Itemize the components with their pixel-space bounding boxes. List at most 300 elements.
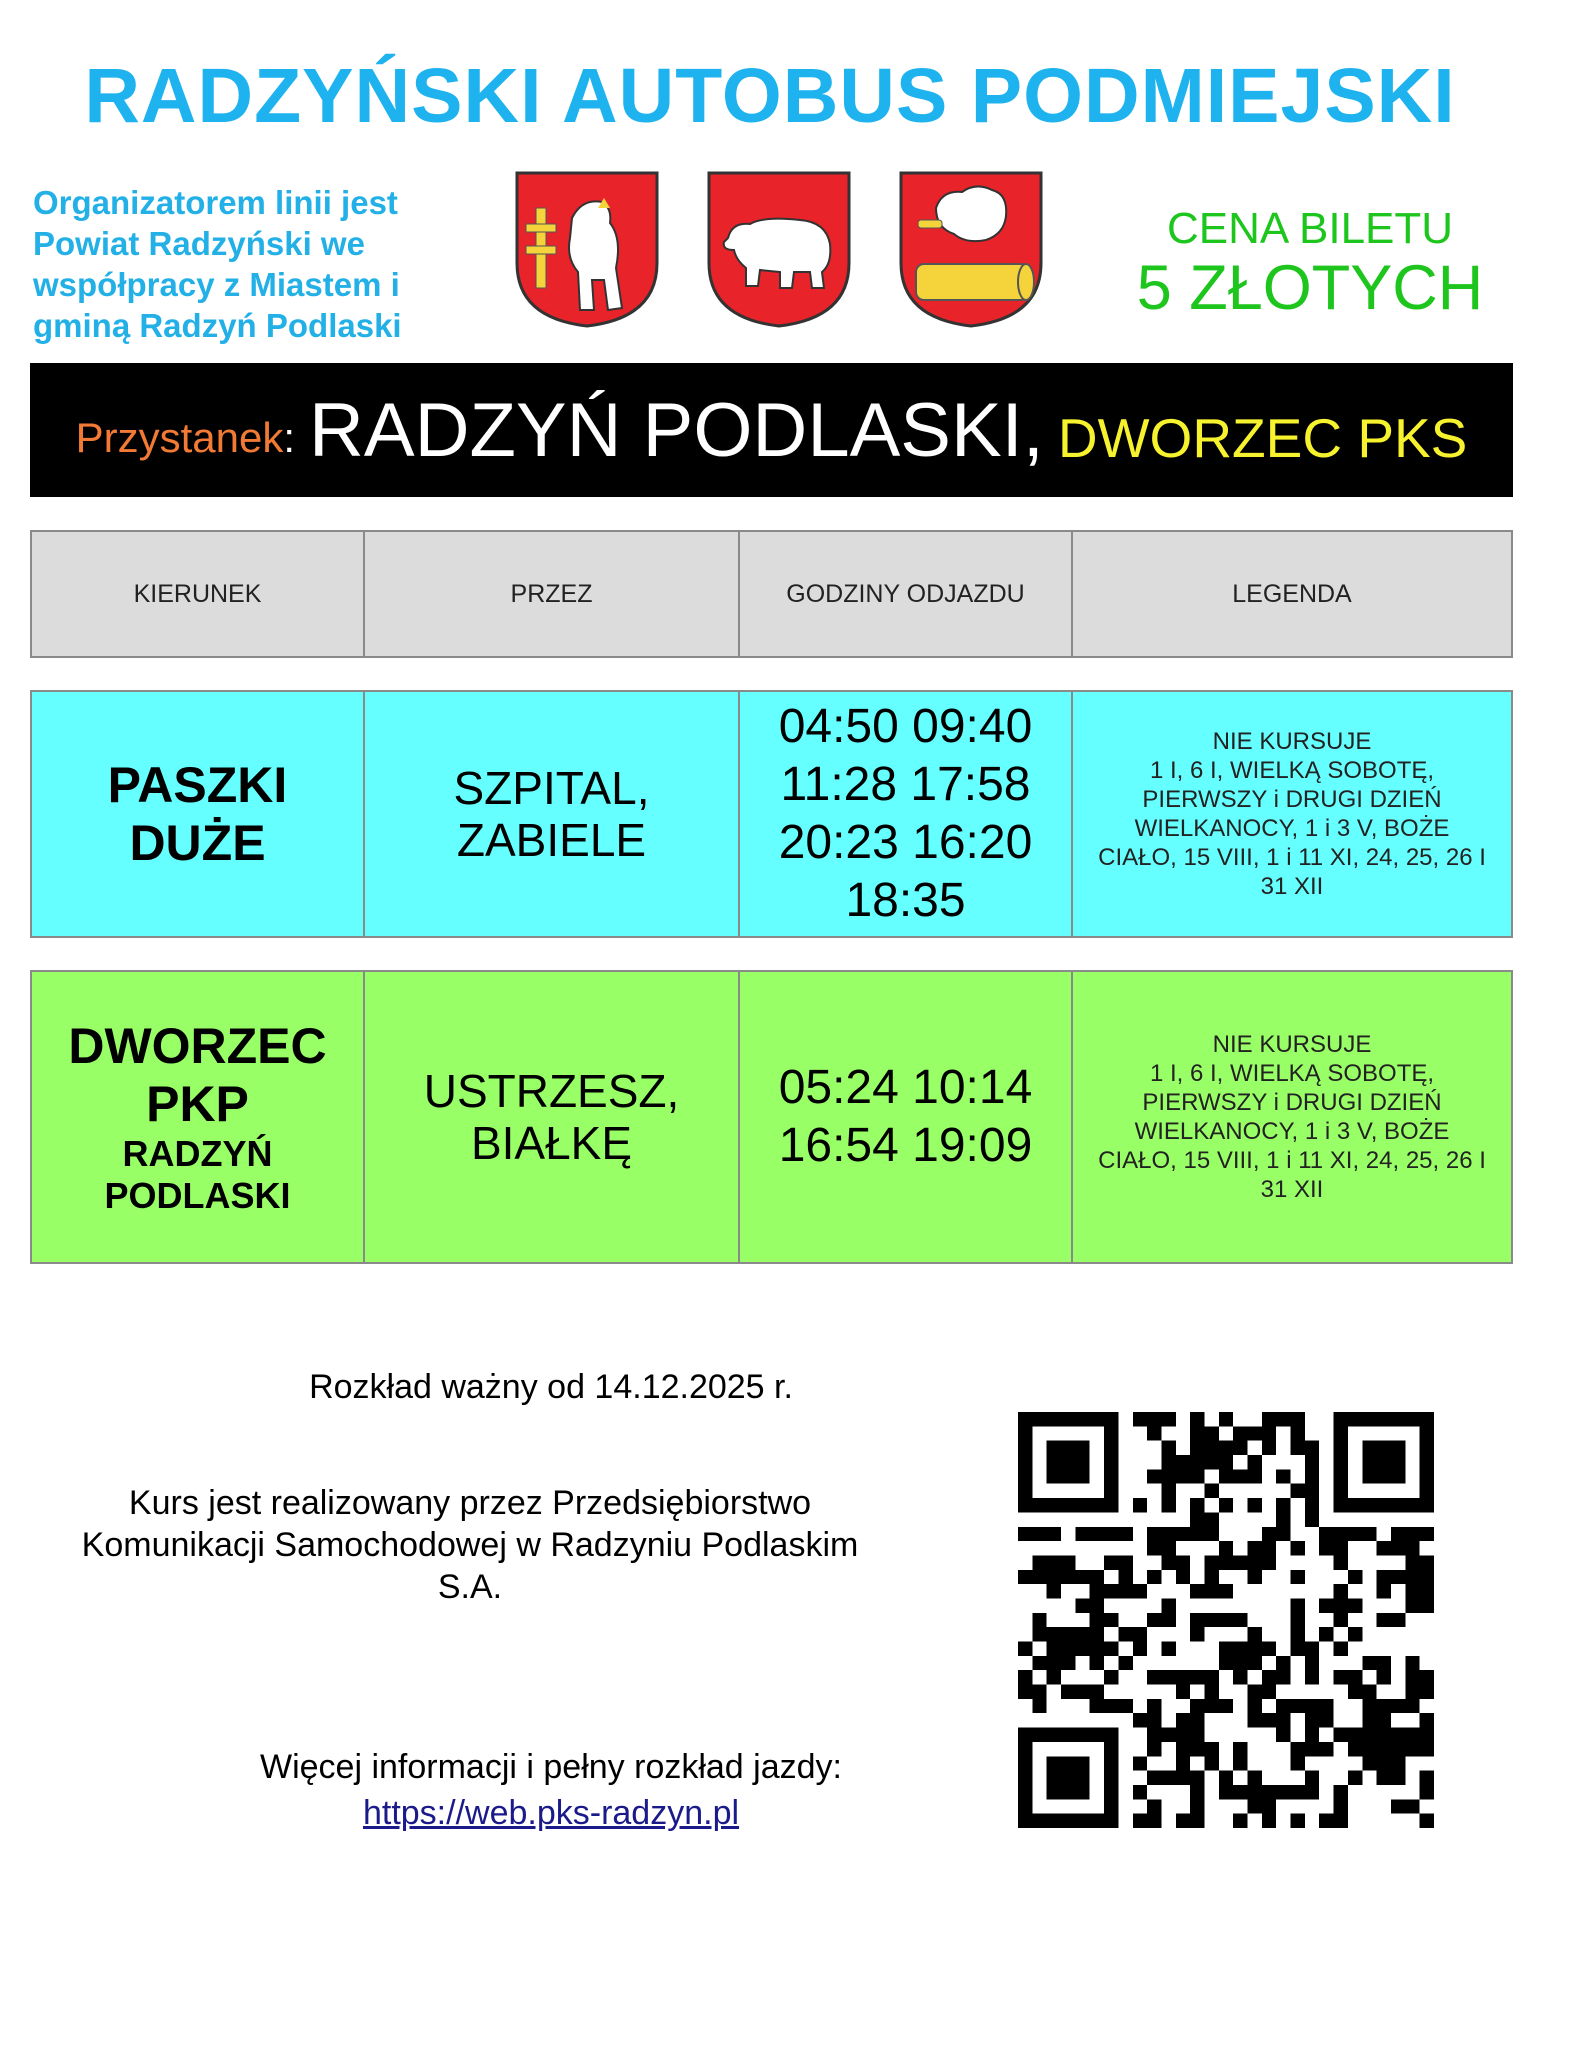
qr-module	[1405, 1570, 1419, 1584]
qr-module	[1405, 1685, 1419, 1699]
qr-module	[1204, 1426, 1218, 1440]
qr-module	[1248, 1642, 1262, 1656]
qr-module	[1047, 1555, 1061, 1569]
qr-module	[1018, 1570, 1032, 1584]
qr-module	[1420, 1742, 1434, 1756]
qr-module	[1262, 1713, 1276, 1727]
qr-module	[1405, 1412, 1419, 1426]
qr-module	[1176, 1670, 1190, 1684]
qr-module	[1018, 1426, 1032, 1440]
qr-module	[1334, 1455, 1348, 1469]
qr-module	[1377, 1699, 1391, 1713]
qr-module	[1405, 1742, 1419, 1756]
qr-module	[1248, 1570, 1262, 1584]
header-direction: KIERUNEK	[32, 532, 365, 656]
time-line: 20:23 16:20	[778, 816, 1033, 869]
qr-module	[1319, 1627, 1333, 1641]
qr-module	[1377, 1728, 1391, 1742]
qr-module	[1319, 1598, 1333, 1612]
qr-module	[1248, 1656, 1262, 1670]
qr-module	[1262, 1555, 1276, 1569]
legend-line: 1 I, 6 I, WIELKĄ SOBOTĘ,	[1149, 757, 1435, 784]
qr-module	[1075, 1785, 1089, 1799]
qr-module	[1075, 1814, 1089, 1828]
qr-module	[1362, 1455, 1376, 1469]
qr-module	[1219, 1455, 1233, 1469]
qr-module	[1176, 1455, 1190, 1469]
qr-module	[1248, 1498, 1262, 1512]
qr-module	[1061, 1642, 1075, 1656]
qr-module	[1377, 1412, 1391, 1426]
qr-module	[1018, 1412, 1032, 1426]
qr-module	[1104, 1742, 1118, 1756]
qr-module	[1348, 1570, 1362, 1584]
via-line: SZPITAL,	[453, 762, 650, 814]
qr-module	[1147, 1527, 1161, 1541]
qr-module	[1319, 1814, 1333, 1828]
qr-module	[1161, 1771, 1175, 1785]
qr-module	[1104, 1484, 1118, 1498]
qr-code-icon[interactable]	[1018, 1412, 1434, 1828]
qr-module	[1018, 1799, 1032, 1813]
qr-module	[1291, 1441, 1305, 1455]
qr-module	[1233, 1426, 1247, 1440]
qr-module	[1118, 1555, 1132, 1569]
qr-module	[1190, 1814, 1204, 1828]
qr-module	[1104, 1469, 1118, 1483]
legend-line: CIAŁO, 15 VIII, 1 i 11 XI, 24, 25, 26 I	[1098, 844, 1486, 871]
qr-module	[1090, 1728, 1104, 1742]
qr-module	[1118, 1656, 1132, 1670]
legend-line: NIE KURSUJE	[1212, 728, 1372, 755]
qr-module	[1348, 1598, 1362, 1612]
qr-module	[1061, 1685, 1075, 1699]
qr-module	[1276, 1656, 1290, 1670]
qr-module	[1104, 1728, 1118, 1742]
qr-module	[1334, 1441, 1348, 1455]
direction-line: PASZKI	[107, 757, 288, 813]
qr-module	[1334, 1598, 1348, 1612]
qr-module	[1348, 1627, 1362, 1641]
qr-module	[1391, 1498, 1405, 1512]
qr-module	[1420, 1426, 1434, 1440]
stop-name: RADZYŃ PODLASKI	[309, 387, 1023, 473]
qr-module	[1018, 1670, 1032, 1684]
qr-module	[1061, 1771, 1075, 1785]
qr-module	[1377, 1584, 1391, 1598]
qr-module	[1147, 1771, 1161, 1785]
qr-module	[1061, 1728, 1075, 1742]
qr-module	[1104, 1771, 1118, 1785]
qr-module	[1420, 1469, 1434, 1483]
qr-module	[1391, 1756, 1405, 1770]
timetable-link[interactable]: https://web.pks-radzyn.pl	[362, 1794, 740, 1832]
qr-module	[1204, 1512, 1218, 1526]
qr-module	[1405, 1670, 1419, 1684]
qr-module	[1032, 1527, 1046, 1541]
qr-module	[1377, 1541, 1391, 1555]
time-line: 11:28 17:58	[780, 758, 1031, 811]
qr-module	[1319, 1541, 1333, 1555]
qr-module	[1391, 1699, 1405, 1713]
qr-module	[1420, 1728, 1434, 1742]
direction-subline: PODLASKI	[104, 1175, 291, 1216]
qr-module	[1248, 1555, 1262, 1569]
qr-module	[1204, 1584, 1218, 1598]
qr-module	[1348, 1498, 1362, 1512]
qr-module	[1248, 1455, 1262, 1469]
qr-module	[1061, 1441, 1075, 1455]
qr-module	[1405, 1584, 1419, 1598]
qr-module	[1176, 1771, 1190, 1785]
qr-module	[1334, 1527, 1348, 1541]
qr-module	[1133, 1713, 1147, 1727]
qr-module	[1291, 1570, 1305, 1584]
qr-module	[1405, 1527, 1419, 1541]
qr-module	[1348, 1670, 1362, 1684]
qr-module	[1305, 1512, 1319, 1526]
qr-module	[1305, 1771, 1319, 1785]
time-line: 16:54 19:09	[778, 1119, 1033, 1172]
qr-module	[1018, 1484, 1032, 1498]
qr-module	[1377, 1570, 1391, 1584]
qr-module	[1305, 1670, 1319, 1684]
qr-module	[1362, 1656, 1376, 1670]
qr-module	[1219, 1613, 1233, 1627]
qr-module	[1161, 1412, 1175, 1426]
qr-module	[1405, 1799, 1419, 1813]
qr-module	[1362, 1756, 1376, 1770]
qr-module	[1391, 1412, 1405, 1426]
qr-module	[1420, 1598, 1434, 1612]
direction-line: PKP	[146, 1076, 249, 1132]
qr-module	[1090, 1642, 1104, 1656]
qr-module	[1405, 1656, 1419, 1670]
qr-module	[1305, 1785, 1319, 1799]
qr-module	[1334, 1584, 1348, 1598]
qr-module	[1090, 1699, 1104, 1713]
ticket-price-value: 5 ZŁOTYCH	[1136, 253, 1484, 323]
qr-module	[1377, 1498, 1391, 1512]
qr-module	[1190, 1627, 1204, 1641]
qr-module	[1147, 1670, 1161, 1684]
qr-module	[1147, 1570, 1161, 1584]
qr-module	[1262, 1441, 1276, 1455]
qr-module	[1133, 1785, 1147, 1799]
qr-module	[1291, 1541, 1305, 1555]
qr-module	[1047, 1771, 1061, 1785]
qr-module	[1291, 1742, 1305, 1756]
qr-module	[1090, 1584, 1104, 1598]
qr-module	[1204, 1699, 1218, 1713]
qr-module	[1047, 1570, 1061, 1584]
qr-module	[1176, 1570, 1190, 1584]
qr-module	[1248, 1771, 1262, 1785]
qr-module	[1018, 1756, 1032, 1770]
qr-module	[1334, 1728, 1348, 1742]
qr-module	[1075, 1441, 1089, 1455]
header-legend: LEGENDA	[1232, 579, 1352, 608]
qr-module	[1291, 1426, 1305, 1440]
qr-module	[1190, 1455, 1204, 1469]
qr-module	[1090, 1412, 1104, 1426]
qr-module	[1047, 1527, 1061, 1541]
qr-module	[1090, 1498, 1104, 1512]
time-line: 05:24 10:14	[778, 1061, 1033, 1114]
qr-module	[1305, 1484, 1319, 1498]
qr-module	[1075, 1498, 1089, 1512]
qr-module	[1391, 1441, 1405, 1455]
legend-line: NIE KURSUJE	[1212, 1031, 1372, 1058]
qr-module	[1219, 1656, 1233, 1670]
qr-module	[1161, 1670, 1175, 1684]
qr-module	[1176, 1742, 1190, 1756]
qr-module	[1362, 1728, 1376, 1742]
qr-module	[1018, 1455, 1032, 1469]
qr-module	[1190, 1441, 1204, 1455]
qr-module	[1248, 1541, 1262, 1555]
qr-module	[1032, 1570, 1046, 1584]
qr-module	[1104, 1441, 1118, 1455]
qr-module	[1133, 1814, 1147, 1828]
qr-module	[1018, 1771, 1032, 1785]
via-cell	[365, 972, 740, 1262]
legend-cell	[1073, 692, 1511, 936]
qr-module	[1334, 1426, 1348, 1440]
qr-module	[1018, 1785, 1032, 1799]
organizer-line: współpracy z Miastem i	[33, 266, 400, 303]
qr-module	[1233, 1469, 1247, 1483]
operator-line: S.A.	[437, 1568, 503, 1606]
qr-module	[1047, 1584, 1061, 1598]
qr-module	[1176, 1756, 1190, 1770]
qr-module	[1047, 1441, 1061, 1455]
qr-module	[1032, 1728, 1046, 1742]
qr-module	[1391, 1771, 1405, 1785]
qr-module	[1090, 1570, 1104, 1584]
qr-module	[1391, 1455, 1405, 1469]
qr-module	[1047, 1498, 1061, 1512]
qr-module	[1161, 1598, 1175, 1612]
qr-module	[1147, 1412, 1161, 1426]
qr-module	[1047, 1670, 1061, 1684]
qr-module	[1190, 1728, 1204, 1742]
qr-module	[1262, 1426, 1276, 1440]
qr-module	[1204, 1555, 1218, 1569]
qr-module	[1334, 1498, 1348, 1512]
qr-module	[1032, 1555, 1046, 1569]
organizer-line: gminą Radzyń Podlaski	[33, 307, 402, 344]
qr-module	[1047, 1728, 1061, 1742]
direction-cell	[32, 692, 365, 936]
operator-line: Komunikacji Samochodowej w Radzyniu Podlaskim	[81, 1526, 859, 1564]
stop-comma: ,	[1022, 387, 1044, 473]
qr-module	[1377, 1713, 1391, 1727]
qr-module	[1032, 1685, 1046, 1699]
qr-module	[1248, 1713, 1262, 1727]
qr-module	[1334, 1555, 1348, 1569]
qr-module	[1061, 1656, 1075, 1670]
qr-module	[1233, 1785, 1247, 1799]
header-via: PRZEZ	[365, 532, 740, 656]
qr-module	[1161, 1555, 1175, 1569]
legend-line: 1 I, 6 I, WIELKĄ SOBOTĘ,	[1149, 1060, 1435, 1087]
qr-module	[1219, 1412, 1233, 1426]
qr-module	[1305, 1699, 1319, 1713]
qr-module	[1233, 1642, 1247, 1656]
qr-module	[1276, 1412, 1290, 1426]
qr-module	[1262, 1685, 1276, 1699]
legend-line: PIERWSZY i DRUGI DZIEŃ	[1142, 1089, 1442, 1116]
crest-bear-head-log-icon	[896, 168, 1046, 330]
qr-module	[1348, 1771, 1362, 1785]
qr-module	[1118, 1570, 1132, 1584]
qr-module	[1047, 1785, 1061, 1799]
qr-module	[1276, 1512, 1290, 1526]
qr-module	[1420, 1498, 1434, 1512]
qr-module	[1291, 1756, 1305, 1770]
qr-module	[1276, 1469, 1290, 1483]
qr-module	[1161, 1728, 1175, 1742]
qr-module	[1362, 1527, 1376, 1541]
qr-module	[1190, 1426, 1204, 1440]
time-line: 04:50 09:40	[778, 700, 1033, 753]
qr-module	[1061, 1469, 1075, 1483]
qr-module	[1161, 1484, 1175, 1498]
qr-module	[1061, 1455, 1075, 1469]
qr-module	[1291, 1484, 1305, 1498]
qr-module	[1090, 1627, 1104, 1641]
qr-module	[1348, 1527, 1362, 1541]
qr-module	[1291, 1785, 1305, 1799]
qr-module	[1219, 1441, 1233, 1455]
stop-banner	[30, 363, 1513, 497]
qr-module	[1262, 1785, 1276, 1799]
qr-module	[1420, 1814, 1434, 1828]
qr-module	[1420, 1670, 1434, 1684]
qr-module	[1147, 1613, 1161, 1627]
qr-module	[1190, 1527, 1204, 1541]
qr-module	[1334, 1484, 1348, 1498]
qr-module	[1032, 1699, 1046, 1713]
qr-module	[1090, 1814, 1104, 1828]
qr-module	[1075, 1642, 1089, 1656]
direction-subline: RADZYŃ	[122, 1133, 273, 1174]
organizer-line: Organizatorem linii jest	[33, 184, 398, 221]
qr-module	[1161, 1455, 1175, 1469]
qr-module	[1420, 1484, 1434, 1498]
qr-module	[1362, 1498, 1376, 1512]
qr-module	[1233, 1756, 1247, 1770]
via-cell	[365, 692, 740, 936]
qr-module	[1176, 1555, 1190, 1569]
qr-module	[1248, 1685, 1262, 1699]
qr-module	[1147, 1814, 1161, 1828]
qr-module	[1377, 1756, 1391, 1770]
qr-module	[1104, 1642, 1118, 1656]
crest-bear-cross-icon	[512, 168, 662, 330]
qr-module	[1104, 1555, 1118, 1569]
qr-module	[1104, 1584, 1118, 1598]
qr-module	[1219, 1541, 1233, 1555]
qr-module	[1362, 1685, 1376, 1699]
legend-line: CIAŁO, 15 VIII, 1 i 11 XI, 24, 25, 26 I	[1098, 1147, 1486, 1174]
legend-line: PIERWSZY i DRUGI DZIEŃ	[1142, 786, 1442, 813]
table-row	[30, 970, 1513, 1264]
qr-module	[1133, 1627, 1147, 1641]
qr-module	[1047, 1756, 1061, 1770]
qr-module	[1391, 1613, 1405, 1627]
qr-module	[1276, 1728, 1290, 1742]
qr-module	[1362, 1699, 1376, 1713]
qr-module	[1075, 1570, 1089, 1584]
qr-module	[1276, 1785, 1290, 1799]
qr-module	[1018, 1814, 1032, 1828]
qr-module	[1391, 1799, 1405, 1813]
qr-module	[1018, 1498, 1032, 1512]
qr-module	[1276, 1670, 1290, 1684]
qr-module	[1018, 1742, 1032, 1756]
table-row	[30, 690, 1513, 938]
validity-note: Rozkład ważny od 14.12.2025 r.	[309, 1368, 793, 1406]
qr-module	[1291, 1699, 1305, 1713]
qr-module	[1291, 1642, 1305, 1656]
legend-cell	[1073, 972, 1511, 1262]
qr-module	[1391, 1570, 1405, 1584]
qr-module	[1319, 1699, 1333, 1713]
qr-module	[1190, 1785, 1204, 1799]
qr-module	[1405, 1498, 1419, 1512]
qr-module	[1219, 1584, 1233, 1598]
qr-module	[1204, 1670, 1218, 1684]
qr-module	[1233, 1742, 1247, 1756]
qr-module	[1405, 1598, 1419, 1612]
qr-module	[1420, 1785, 1434, 1799]
qr-module	[1262, 1814, 1276, 1828]
qr-module	[1075, 1771, 1089, 1785]
qr-module	[1190, 1412, 1204, 1426]
qr-module	[1219, 1555, 1233, 1569]
qr-module	[1075, 1627, 1089, 1641]
qr-module	[1219, 1785, 1233, 1799]
via-line: ZABIELE	[456, 814, 647, 866]
qr-module	[1075, 1756, 1089, 1770]
qr-module	[1319, 1742, 1333, 1756]
qr-module	[1176, 1527, 1190, 1541]
qr-module	[1133, 1584, 1147, 1598]
qr-module	[1204, 1613, 1218, 1627]
qr-module	[1190, 1699, 1204, 1713]
qr-module	[1262, 1412, 1276, 1426]
stop-colon: :	[283, 414, 296, 461]
qr-module	[1262, 1670, 1276, 1684]
qr-module	[1104, 1799, 1118, 1813]
qr-module	[1032, 1814, 1046, 1828]
qr-module	[1147, 1728, 1161, 1742]
qr-module	[1348, 1728, 1362, 1742]
qr-module	[1204, 1685, 1218, 1699]
qr-module	[1161, 1541, 1175, 1555]
qr-module	[1032, 1613, 1046, 1627]
qr-module	[1047, 1814, 1061, 1828]
header-times: GODZINY ODJAZDU	[740, 532, 1073, 656]
qr-module	[1018, 1728, 1032, 1742]
qr-module	[1161, 1613, 1175, 1627]
qr-module	[1061, 1570, 1075, 1584]
qr-module	[1104, 1527, 1118, 1541]
qr-module	[1118, 1584, 1132, 1598]
qr-module	[1133, 1412, 1147, 1426]
